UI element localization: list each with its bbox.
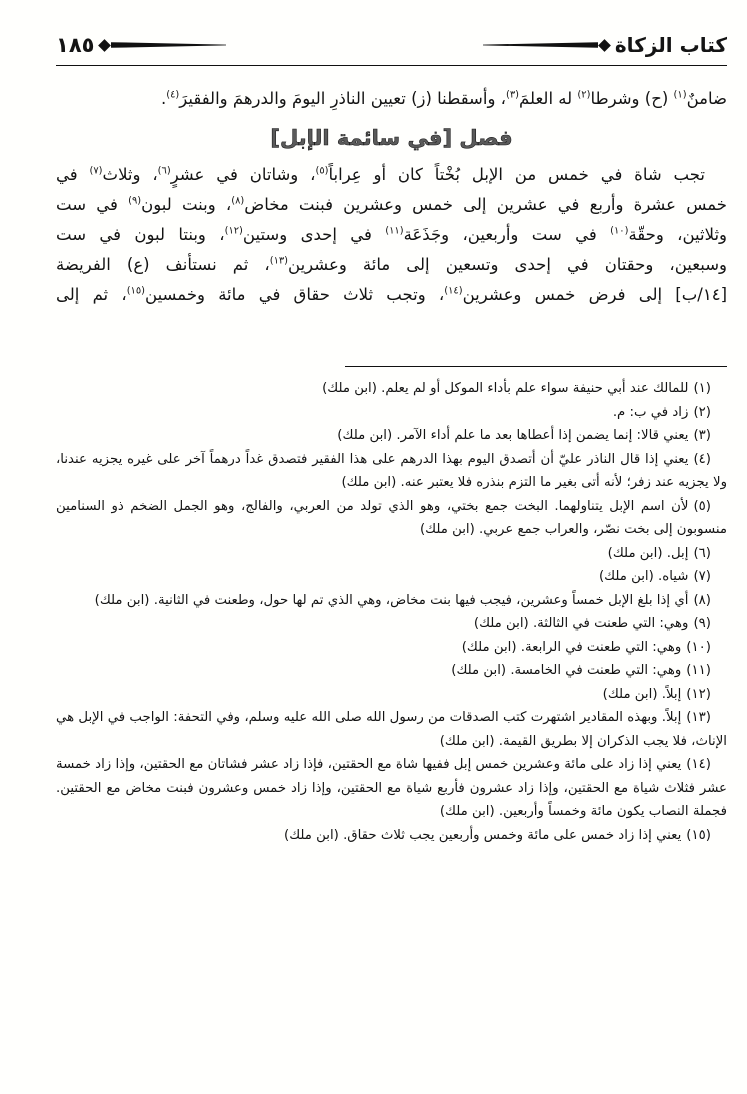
footnote-number: (١٤) xyxy=(686,757,711,772)
footnote-text: إبلاً. (ابن ملك) xyxy=(602,686,682,702)
book-title: كتاب الزكاة xyxy=(614,33,727,57)
footnote-text: وهي: التي طعنت في الرابعة. (ابن ملك) xyxy=(461,639,682,655)
page-header xyxy=(56,30,727,60)
page-number: ١٨٥ xyxy=(56,33,95,57)
footnote-text: يعني قالا: إنما يضمن إذا أعطاها بعد ما علم أداء الآمر. (ابن ملك) xyxy=(337,428,689,443)
footnote-text: إبلاً. وبهذه المقادير اشتهرت كتب الصدقات من رسول الله صلى الله عليه وسلم، وفي التحفة: الواجب في الإبل هي الإناث، فلا يجب الذكران إلا بطريق القيمة. (ابن ملك) xyxy=(56,710,727,749)
footnote-number: (٨) xyxy=(693,592,711,608)
footnote-item xyxy=(56,448,727,495)
footnote-item xyxy=(56,377,727,401)
section-heading: فصل [في سائمة الإبل] xyxy=(270,126,513,150)
footnote-number: (٥) xyxy=(693,498,711,514)
main-text xyxy=(56,84,727,310)
footnote-item xyxy=(56,401,727,425)
footnote-item xyxy=(56,565,727,589)
footnote-item xyxy=(56,636,727,660)
footnote-number: (٢) xyxy=(693,404,711,420)
footnote-text: إبل. (ابن ملك) xyxy=(607,545,689,561)
footnote-number: (١٥) xyxy=(686,827,711,843)
paragraph-line: تجب شاة في خمس من الإبل بُخْتاً كان أو عِراباً$^{(٥)}$، وشاتان في عشرٍ$^{(٦)}$، وثلاث$^{(٧)}$ في xyxy=(56,165,705,184)
footnote-item xyxy=(56,495,727,542)
footnote-number: (١٣) xyxy=(686,710,711,725)
footnote-item xyxy=(56,683,727,707)
footnote-item xyxy=(56,706,727,753)
paragraph-line: وثلاثين، وحقّة$^{(١٠)}$ في ست وأربعين، وجَذَعَة$^{(١١)}$ في إحدى وستين$^{(١٢)}$، وبنتا لبون في ست xyxy=(56,225,728,244)
tapered-rule-icon xyxy=(481,38,611,52)
footnote-text: يعني إذا قال الناذر عليّ أن أتصدق اليوم بهذا الدرهم على هذا الفقير فتصدق غداً درهماً آخر على غيره يجزيه عندنا، ولا يجزيه عند زفر؛ لأنه أتى بغير ما التزم بنذره فلا يعتبر عنه. (ابن ملك) xyxy=(56,451,727,490)
footnote-item xyxy=(56,753,727,824)
paragraph-line: وسبعين، وحقتان في إحدى وتسعين إلى مائة وعشرين$^{(١٣)}$، ثم نستأنف (ع) الفريضة xyxy=(56,255,727,274)
footnote-text: أي إذا بلغ الإبل خمساً وعشرين، فيجب فيها بنت مخاض، وهي الذي تم لها حول، وطعنت في الثانية. (ابن ملك) xyxy=(94,592,689,608)
footnote-number: (١) xyxy=(693,381,711,396)
paragraph-line: خمس عشرة وأربع في عشرين إلى خمس وعشرين فبنت مخاض$^{(٨)}$، وبنت لبون$^{(٩)}$ في ست xyxy=(56,195,727,214)
footnote-item xyxy=(56,659,727,683)
footnote-text: وهي: التي طعنت في الثالثة. (ابن ملك) xyxy=(473,616,689,631)
footnote-number: (٣) xyxy=(693,428,711,443)
footnote-text: يعني إذا زاد خمس على مائة وخمس وأربعين يجب ثلاث حقاق. (ابن ملك) xyxy=(284,827,682,843)
footnote-number: (١٢) xyxy=(686,686,711,702)
tapered-rule-icon xyxy=(98,38,228,52)
footnote-text: زاد في ب: م. xyxy=(612,404,689,420)
footnote-text: لأن اسم الإبل يتناولهما. البخت جمع بختي، وهو الذي تولد من العربي، والفالج، وهو الجمل الضخم ذو السنامين منسوبون إلى بخت نصّر، والعراب جمع عربي. (ابن ملك) xyxy=(56,498,727,537)
footnote-text: شياه. (ابن ملك) xyxy=(598,569,689,584)
footnote-number: (١١) xyxy=(686,663,711,678)
footnotes-section xyxy=(56,377,727,847)
header-divider xyxy=(56,65,727,66)
footnote-text: وهي: التي طعنت في الخامسة. (ابن ملك) xyxy=(451,663,682,678)
footnote-number: (٦) xyxy=(693,545,711,561)
opening-line: ضامنٌ$^{(١)}$ (ح) وشرطا$^{(٢)}$ له العلمَ$^{(٣)}$، وأسقطنا (ز) تعيين الناذرِ اليومَ والدرهمَ والفقيرَ$^{(٤)}$. xyxy=(160,89,727,108)
footnote-number: (٤) xyxy=(693,451,711,467)
footnote-text: للمالك عند أبي حنيفة سواء علم بأداء الموكل أو لم يعلم. (ابن ملك) xyxy=(322,381,689,396)
footnote-number: (٧) xyxy=(693,569,711,584)
footnote-item xyxy=(56,612,727,636)
footnote-item xyxy=(56,542,727,566)
footnote-item xyxy=(56,424,727,448)
paragraph-line: [١٤/ب] إلى فرض خمس وعشرين$^{(١٤)}$، وتجب ثلاث حقاق في مائة وخمسين$^{(١٥)}$، ثم إلى xyxy=(56,285,727,304)
footnote-item xyxy=(56,589,727,613)
footnote-separator xyxy=(345,366,727,367)
footnote-text: يعني إذا زاد على مائة وعشرين خمس إبل ففيها شاة مع الحقتين، فإذا زاد عشر فشاتان مع الحقتين، وإذا زاد خمسة عشر فثلاث شياة مع الحقتين، وإذا زاد عشرون فأربع شياة مع الحقتين، وإذا زاد خمس وعشرون فبنت مخاض مع الحقتين. فجملة النصاب يكون مائة وخمساً وأربعين. (ابن ملك) xyxy=(56,757,727,819)
footnote-item xyxy=(56,824,727,848)
footnote-number: (٩) xyxy=(693,616,711,631)
footnote-number: (١٠) xyxy=(686,639,711,655)
